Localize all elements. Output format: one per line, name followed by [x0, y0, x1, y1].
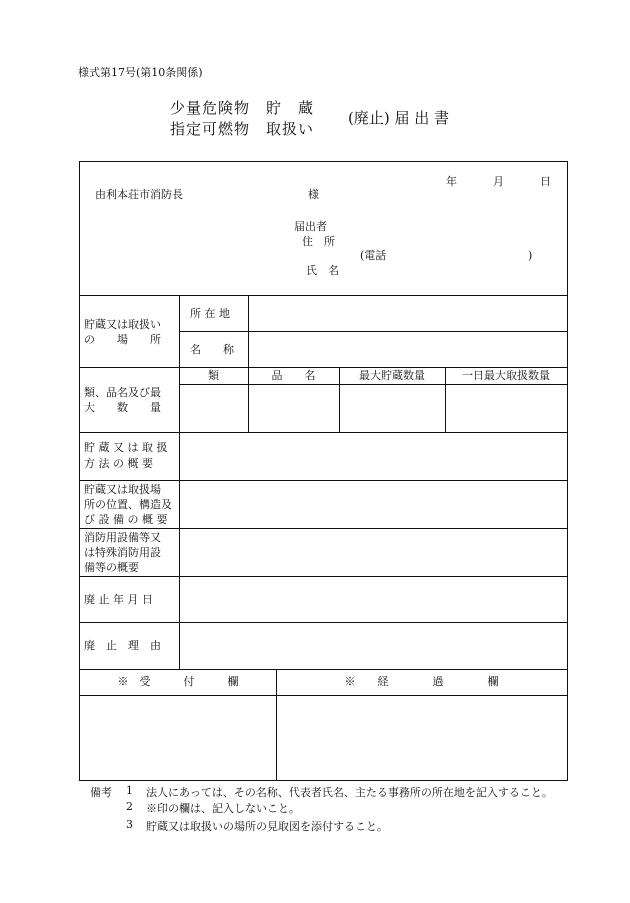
form-number: 様式第17号(第10条関係) [78, 66, 203, 79]
fire-label-1: 消防用設備等又 [84, 531, 161, 544]
receipt-label: ※ 受 付 欄 [117, 675, 239, 688]
notes-heading: 備考 [90, 786, 112, 799]
divider [80, 528, 567, 529]
note-text: 法人にあっては、その名称、代表者氏名、主たる事務所の所在地を記入すること。 [146, 786, 553, 799]
location-label-1: 貯蔵又は取扱い [84, 318, 161, 331]
note-text: ※印の欄は、記入しないこと。 [146, 802, 300, 815]
year-label: 年 [446, 175, 457, 188]
address-label: 住 所 [302, 235, 335, 248]
divider [248, 295, 249, 367]
title-line-2: 指定可燃物 取扱い [170, 120, 315, 138]
divider [80, 695, 567, 696]
title-right: (廃止) 届 出 書 [348, 109, 450, 127]
day-label: 日 [540, 175, 551, 188]
abolish-reason-label: 廃 止 理 由 [84, 639, 161, 652]
col-max-storage: 最大貯蔵数量 [359, 369, 425, 382]
facility-label-2: 所の位置、構造及 [84, 498, 172, 511]
name-cell-label: 名 称 [190, 343, 234, 356]
divider [80, 622, 567, 623]
honorific: 様 [308, 188, 319, 201]
form-table [79, 161, 568, 781]
name-label: 氏 名 [306, 264, 339, 277]
phone-label: (電話 [360, 249, 387, 262]
category-label-2: 大 数 量 [84, 401, 161, 414]
method-label-1: 貯 蔵 又 は 取 扱 [84, 441, 168, 454]
category-label-1: 類、品名及び最 [84, 386, 161, 399]
method-label-2: 方 法 の 概 要 [84, 457, 153, 470]
facility-label-3: び 設 備 の 概 要 [84, 513, 168, 526]
date-labels [446, 174, 551, 189]
abolish-date-label: 廃 止 年 月 日 [84, 593, 153, 606]
divider [80, 576, 567, 577]
title-line-1: 少量危険物 貯 蔵 [170, 99, 315, 117]
location-label-2: の 場 所 [84, 333, 161, 346]
col-type: 類 [208, 369, 219, 382]
facility-label-1: 貯蔵又は取扱場 [84, 483, 161, 496]
divider [80, 432, 567, 433]
progress-label: ※ 経 過 欄 [344, 675, 499, 688]
fire-label-2: は特殊消防用設 [84, 546, 161, 559]
divider [80, 669, 567, 670]
divider [179, 295, 180, 669]
note-number: 1 [126, 784, 133, 797]
col-name: 品 名 [271, 369, 316, 382]
divider [179, 384, 567, 385]
divider [80, 480, 567, 481]
note-text: 貯蔵又は取扱いの場所の見取図を添付すること。 [146, 820, 388, 833]
note-number: 2 [126, 800, 133, 813]
divider [80, 295, 567, 296]
phone-close: ) [528, 249, 533, 262]
note-number: 3 [126, 818, 133, 831]
month-label: 月 [493, 175, 504, 188]
addressee: 由利本荘市消防長 [95, 188, 183, 201]
col-daily-max: 一日最大取扱数量 [462, 369, 550, 382]
divider [179, 331, 567, 332]
fire-label-3: 備等の概要 [84, 561, 139, 574]
address-cell-label: 所 在 地 [190, 307, 230, 320]
applicant-label: 届出者 [294, 220, 327, 233]
